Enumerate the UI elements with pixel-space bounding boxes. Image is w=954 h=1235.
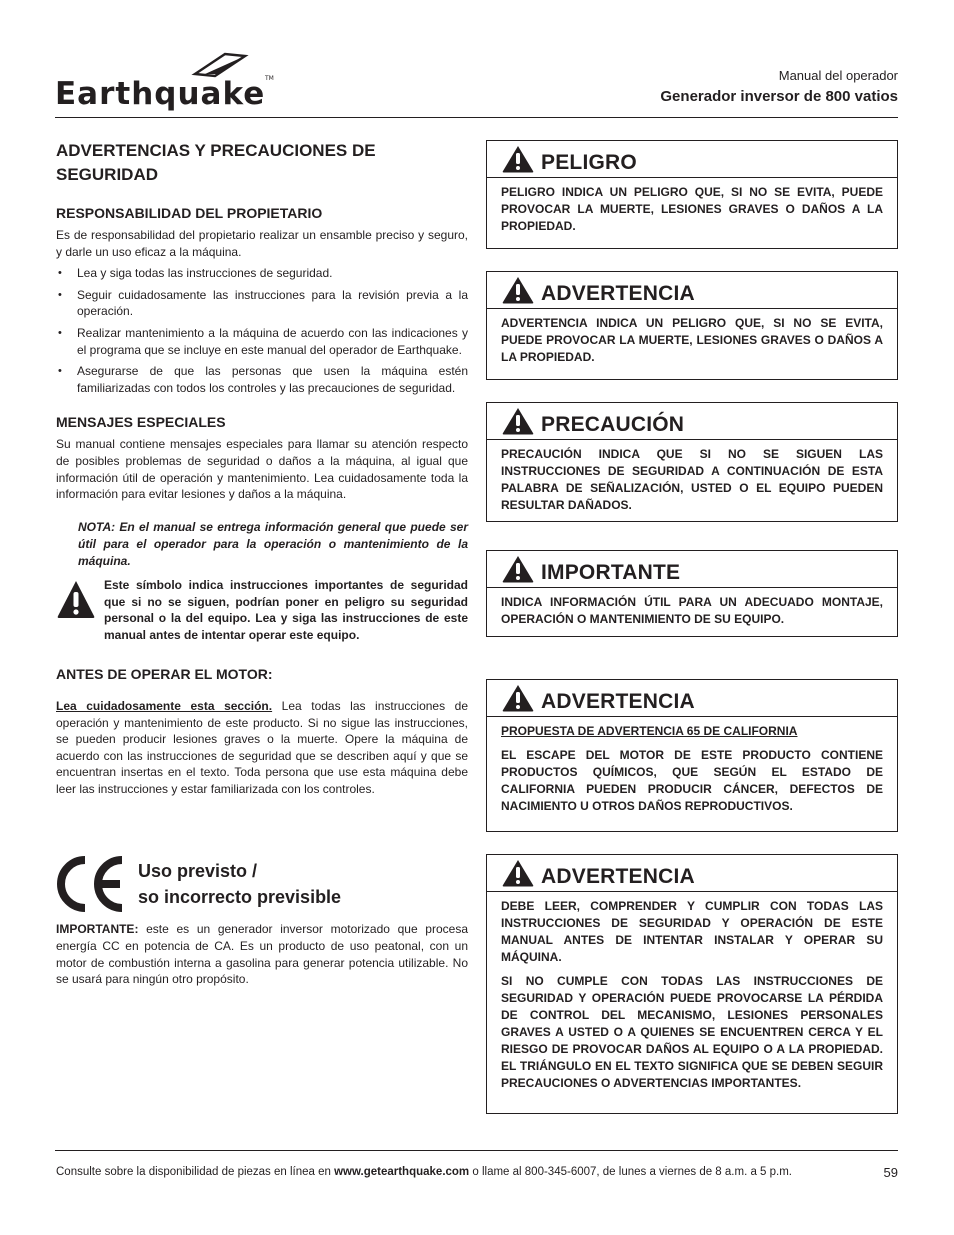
warning-box-header (487, 272, 897, 309)
danger-box-header (487, 141, 897, 178)
important-title: IMPORTANTE (541, 561, 681, 584)
left-column (56, 139, 468, 988)
prop65-box-header (487, 680, 897, 717)
intended-use-body: este es un generador inversor motorizado que procesa energía CC en potencia de CA. Es un producto de uso peatonal, con un motor de combustión interna a gasolina para generar potencia utilizable. No se usará para ningún otro propósito. (56, 922, 468, 987)
prop65-title: ADVERTENCIA (541, 690, 695, 713)
danger-box (486, 140, 898, 249)
important-box-header (487, 551, 897, 588)
warning-triangle-icon (502, 145, 534, 173)
warning-triangle-icon (502, 859, 534, 887)
warning-triangle-icon (56, 579, 96, 644)
warning-box (486, 271, 898, 380)
list-item: • Realizar mantenimiento a la máquina de acuerdo con las indicaciones y el programa que se incluye en este manual del operador de Earthquake. (56, 325, 468, 358)
intended-use-title-line2: so incorrecto previsible (138, 887, 342, 908)
footer-text (56, 1166, 792, 1178)
warning-triangle-icon (502, 684, 534, 712)
manual-label: Manual del operador (778, 68, 898, 83)
list-item: • Seguir cuidadosamente las instrucciones para la revisión previa a la operación. (56, 287, 468, 320)
list-item: • Lea y siga todas las instrucciones de seguridad. (56, 265, 468, 282)
intended-use-lead: IMPORTANTE: (56, 922, 139, 937)
important-box (486, 550, 898, 637)
page-number: 59 (883, 1165, 898, 1180)
earthquake-logo (55, 52, 280, 114)
footer-post: o llame al 800-345-6007, de lunes a viernes de 8 a.m. a 5 p.m. (469, 1166, 793, 1178)
operation-box-header (487, 855, 897, 892)
messages-heading: MENSAJES ESPECIALES (56, 414, 226, 431)
operation-warning-box (486, 854, 898, 1114)
safety-symbol-block (56, 577, 468, 644)
footer-pre: Consulte sobre la disponibilidad de piezas en línea en (56, 1166, 335, 1178)
caution-title: PRECAUCIÓN (541, 413, 685, 436)
important-text: INDICA INFORMACIÓN ÚTIL PARA UN ADECUADO MONTAJE, OPERACIÓN O MANTENIMIENTO DE SU EQUIPO. (501, 595, 883, 626)
caution-box-header (487, 403, 897, 440)
footer-divider (55, 1150, 898, 1151)
warning-triangle-icon (502, 407, 534, 435)
messages-text: Su manual contiene mensajes especiales para llamar su atención respecto de posibles problemas de seguridad o daños a la máquina, al igual que información útil de operación y mantenimiento. Lea cuidadosamente toda la información para evitar lesiones y daños a la máquina. (56, 437, 468, 502)
svg-text:Earthquake: Earthquake (55, 76, 266, 112)
before-paragraph (56, 698, 468, 798)
symbol-text: Este símbolo indica instrucciones importantes de seguridad que si no se siguen, podrían poner en peligro su seguridad personal o la del equipo. Lea y siga las instrucciones de este manual antes de intentar operar este equipo. (104, 577, 468, 643)
product-title: Generador inversor de 800 vatios (660, 88, 898, 105)
danger-text: PELIGRO INDICA UN PELIGRO QUE, SI NO SE EVITA, PUEDE PROVOCAR LA MUERTE, LESIONES GRAVES O DAÑOS A LA PROPIEDAD. (501, 185, 883, 233)
note-text: NOTA: En el manual se entrega información general que puede ser útil para el operador para la operación o mantenimiento de la máquina. (78, 519, 468, 568)
before-heading: ANTES DE OPERAR EL MOTOR: (56, 665, 273, 682)
list-item: • Asegurarse de que las personas que usen la máquina estén familiarizadas con todos los controles y las precauciones de seguridad. (56, 363, 468, 396)
before-text: Lea todas las instrucciones de operación y mantenimiento de este producto. Si no sigue las instrucciones, se pueden producir lesiones graves o la muerte. Opere la máquina de acuerdo con las instrucciones de seguridad que se describen aquí y que se encuentran insertas en el texto. Toda persona que use esta máquina debe leer las instrucciones y estar familiarizada con los controles. (56, 698, 468, 796)
warning-triangle-icon (502, 555, 534, 583)
intended-use-header (56, 855, 468, 913)
intended-use-title (138, 858, 341, 910)
operation-text-1: DEBE LEER, COMPRENDER Y CUMPLIR CON TODAS LAS INSTRUCCIONES DE SEGURIDAD Y OPERACIÓN DE ESTE MANUAL ANTES DE INTENTAR INSTALAR Y OPERAR SU MÁQUINA. (501, 899, 883, 964)
operation-text-2: SI NO CUMPLE CON TODAS LAS INSTRUCCIONES DE SEGURIDAD Y OPERACIÓN PUEDE PROVOCARSE LA PÉRDIDA DE CONTROL DEL MECANISMO, LESIONES PERSONALES GRAVES A USTED O A QUIENES SE ENCUENTREN CERCA Y EL RIESGO DE PROVOCAR DAÑOS AL EQUIPO O A LA PROPIEDAD. EL TRIÁNGULO EN EL TEXTO SIGNIFICA QUE SE DEBEN SEGUIR PRECAUCIONES O ADVERTENCIAS IMPORTANTES. (501, 974, 883, 1090)
caution-box (486, 402, 898, 522)
intended-use-text (56, 921, 468, 987)
prop65-warning-box (486, 679, 898, 832)
owner-bullets (56, 265, 468, 396)
prop65-text: EL ESCAPE DEL MOTOR DE ESTE PRODUCTO CONTIENE PRODUCTOS QUÍMICOS, QUE SEGÚN EL ESTADO DE CALIFORNIA PUEDEN PRODUCIR CÁNCER, DEFECTOS DE NACIMIENTO U OTROS DAÑOS REPRODUCTIVOS. (501, 748, 883, 813)
caution-text: PRECAUCIÓN INDICA QUE SI NO SE SIGUEN LAS INSTRUCCIONES DE SEGURIDAD A CONTINUACIÓN DE ESTA PALABRA DE SEÑALIZACIÓN, USTED O EL EQUIPO PUEDEN RESULTAR DAÑADOS. (501, 447, 883, 512)
warning-triangle-icon (502, 276, 534, 304)
operation-title: ADVERTENCIA (541, 865, 695, 888)
svg-text:TM: TM (265, 75, 274, 82)
danger-title: PELIGRO (541, 151, 637, 174)
owner-text: Es de responsabilidad del propietario realizar un ensamble preciso y seguro, y darle un uso eficaz a la máquina. (56, 228, 468, 259)
prop65-subtitle: PROPUESTA DE ADVERTENCIA 65 DE CALIFORNIA (501, 724, 798, 738)
ce-mark-icon (56, 855, 126, 913)
header-divider (55, 117, 898, 118)
intended-use-title-line1: Uso previsto / (138, 861, 258, 882)
footer-url-link[interactable]: www.getearthquake.com (334, 1166, 470, 1178)
warning-text: ADVERTENCIA INDICA UN PELIGRO QUE, SI NO SE EVITA, PUEDE PROVOCAR LA MUERTE, LESIONES GRAVES O DAÑOS A LA PROPIEDAD. (501, 316, 883, 364)
warning-title: ADVERTENCIA (541, 282, 695, 305)
owner-heading: RESPONSABILIDAD DEL PROPIETARIO (56, 205, 323, 221)
before-lead: Lea cuidadosamente esta sección. (56, 698, 273, 713)
page-title: ADVERTENCIAS Y PRECAUCIONES DE SEGURIDAD (56, 141, 376, 184)
